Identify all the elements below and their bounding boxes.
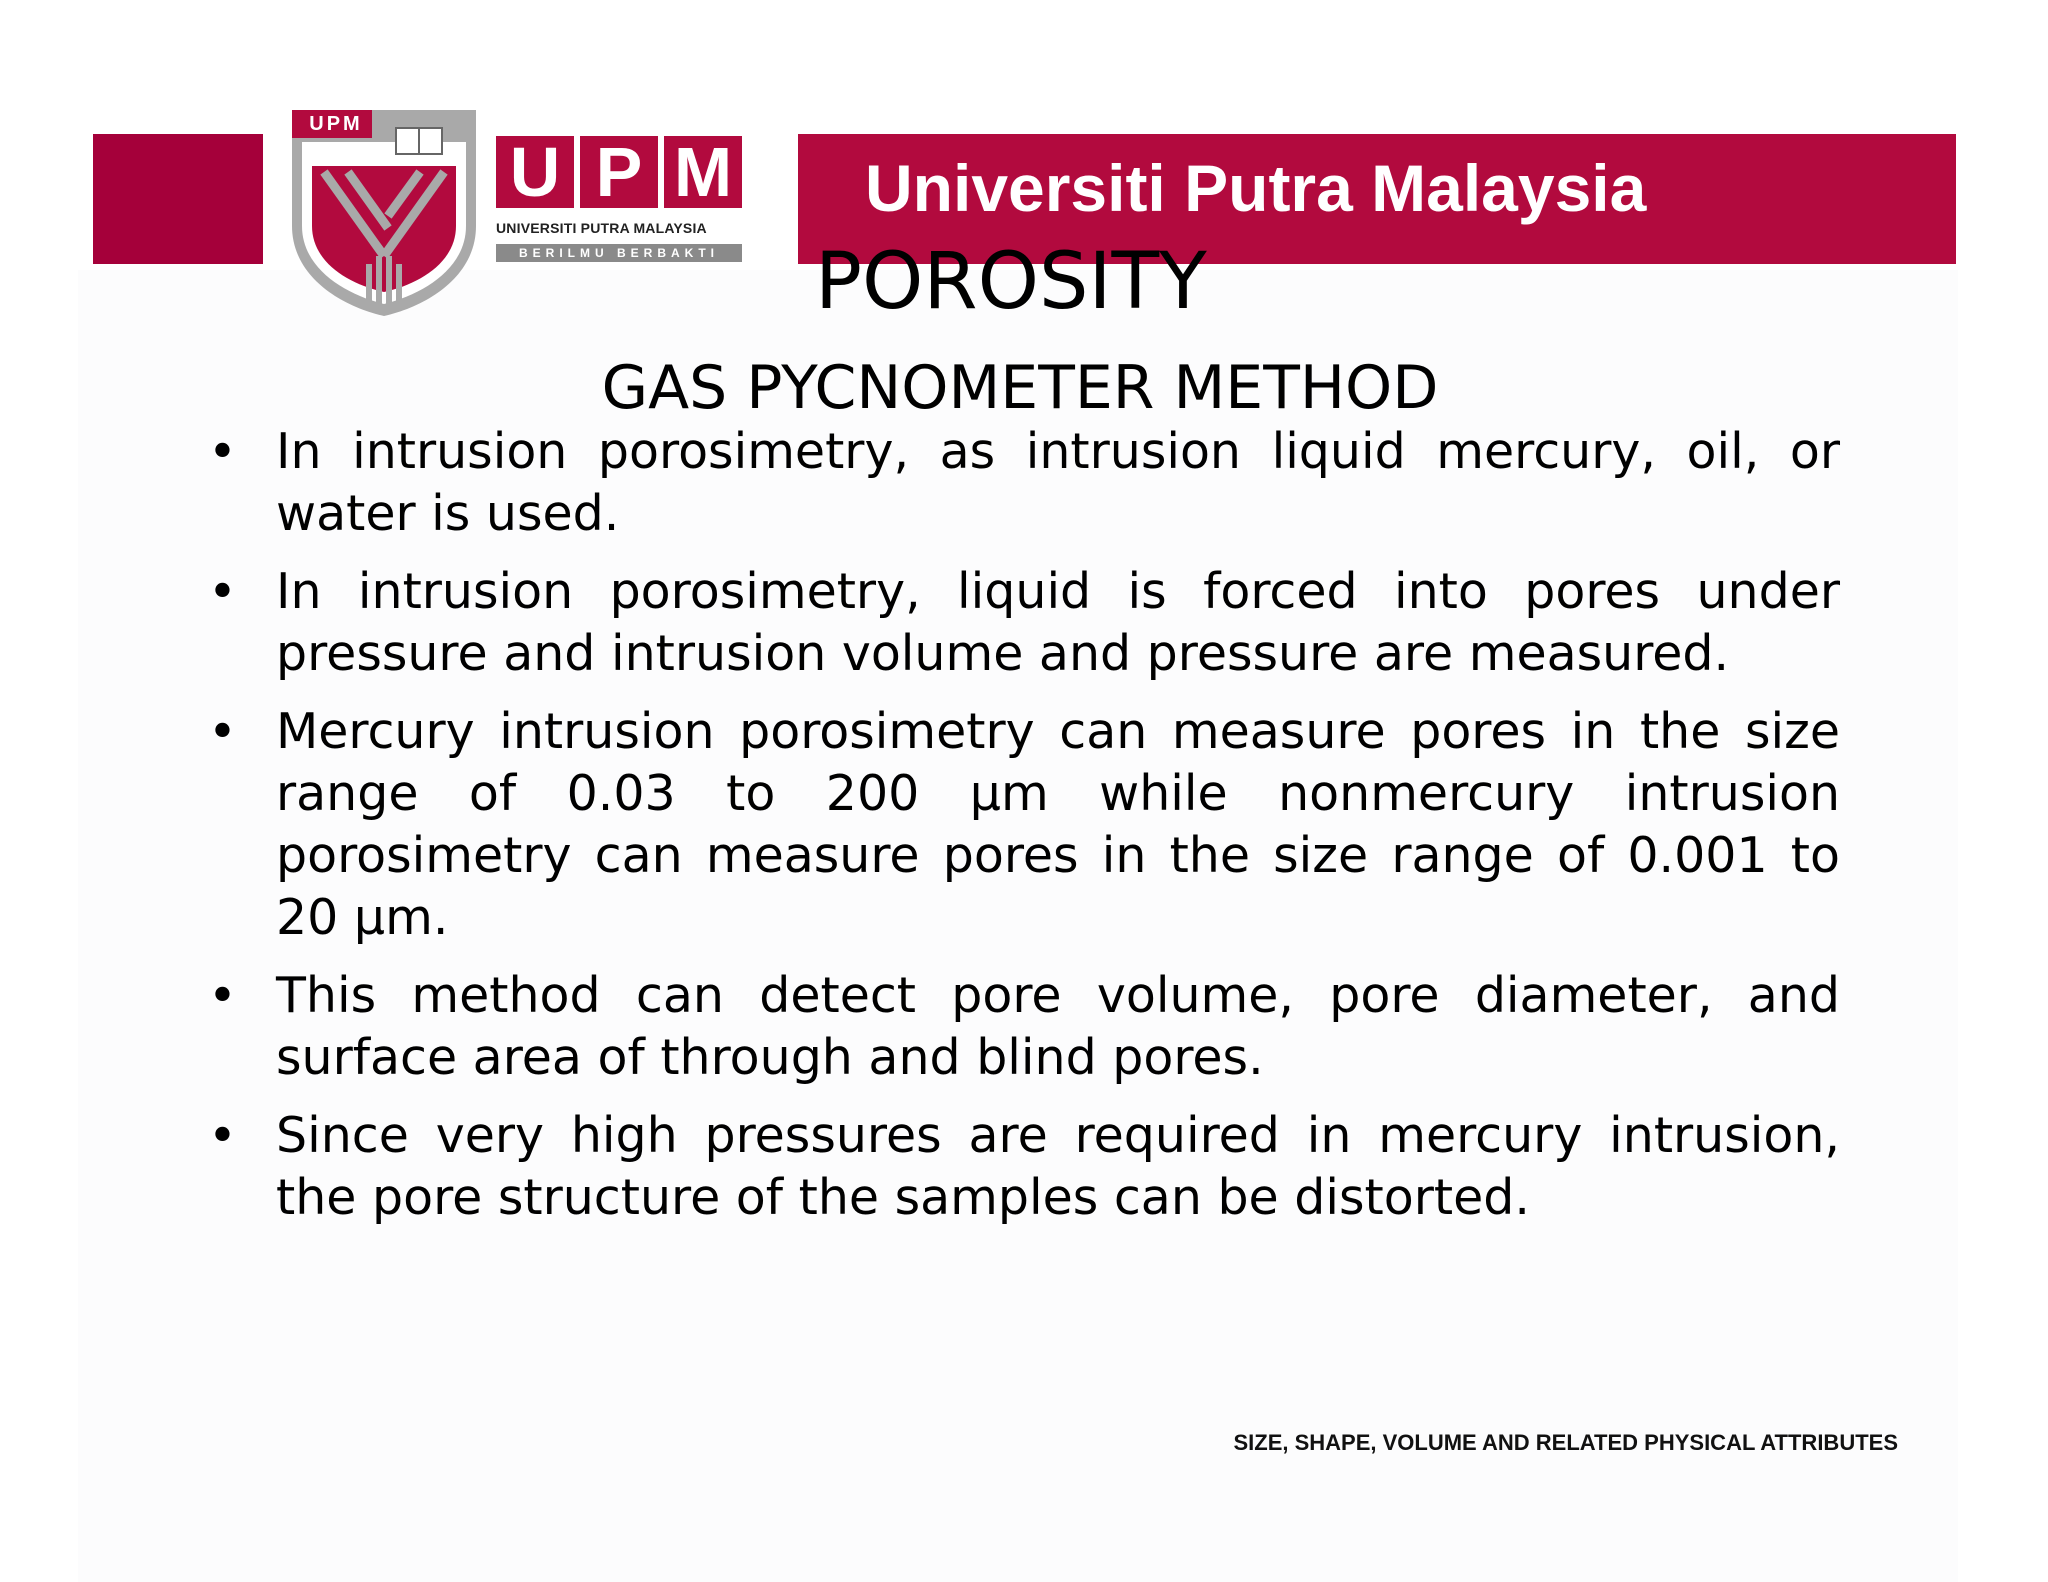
bullet-item bbox=[200, 421, 1840, 545]
crest-label: UPM bbox=[309, 113, 363, 135]
bullet-dot-icon: • bbox=[208, 1107, 237, 1164]
upm-wordmark-logo bbox=[496, 133, 746, 268]
header-bar-left bbox=[93, 134, 263, 264]
bullet-dot-icon: • bbox=[208, 423, 237, 480]
slide-subtitle-text: GAS PYCNOMETER METHOD bbox=[601, 353, 1439, 423]
bullet-text: Since very high pressures are required in mercury intrusion, the pore structure of the samples can be distorted. bbox=[276, 1107, 1840, 1226]
bullet-text: In intrusion porosimetry, as intrusion liquid mercury, oil, or water is used. bbox=[276, 423, 1840, 542]
bullet-list bbox=[200, 421, 1840, 1245]
bullet-text: In intrusion porosimetry, liquid is forced into pores under pressure and intrusion volume and pressure are measured. bbox=[276, 563, 1840, 682]
bullet-item bbox=[200, 1105, 1840, 1229]
crest-book-icon bbox=[396, 128, 442, 154]
logo-letter-m: M bbox=[664, 136, 742, 208]
logo-letter-u: U bbox=[496, 136, 574, 208]
bullet-dot-icon: • bbox=[208, 563, 237, 620]
bullet-item bbox=[200, 965, 1840, 1089]
slide-subtitle bbox=[0, 352, 2048, 424]
bullet-item bbox=[200, 701, 1840, 949]
bullet-item bbox=[200, 561, 1840, 685]
bullet-text: Mercury intrusion porosimetry can measure pores in the size range of 0.03 to 200 µm while nonmercury intrusion porosimetry can measure pores in the size range of 0.001 to 20 µm. bbox=[276, 703, 1840, 946]
bullet-dot-icon: • bbox=[208, 967, 237, 1024]
slide-footer: SIZE, SHAPE, VOLUME AND RELATED PHYSICAL ATTRIBUTES bbox=[1233, 1430, 1898, 1455]
logo-letter-p: P bbox=[580, 136, 658, 208]
bullet-text: This method can detect pore volume, pore diameter, and surface area of through and blind pores. bbox=[276, 967, 1840, 1086]
slide-title: POROSITY bbox=[815, 237, 1207, 327]
university-name: Universiti Putra Malaysia bbox=[865, 151, 1647, 225]
bullet-dot-icon: • bbox=[208, 703, 237, 760]
logo-subtitle: UNIVERSITI PUTRA MALAYSIA bbox=[496, 220, 707, 236]
logo-motto: BERILMU BERBAKTI bbox=[496, 244, 742, 262]
